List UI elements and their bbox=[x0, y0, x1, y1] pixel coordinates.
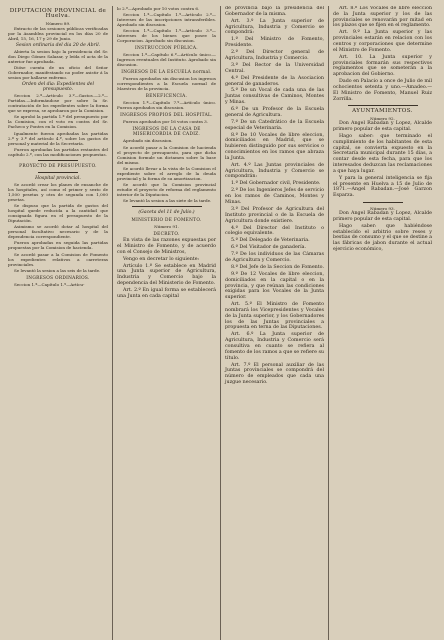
paragraph: Art. 9.º La Junta superior y las provinciales estarán en relacion con los centros y corporaciones que determine el Ministro de Fomento. bbox=[333, 30, 432, 53]
paragraph: 9.º De 12 Vocales de libre eleccion, domiciliados en la capital o en la provincia, y que reúnan las condiciones exigidas para los Vocales de la Junta superior. bbox=[225, 272, 324, 301]
paragraph: lo 2.º—Aprobado por 10 votos contra 6. bbox=[117, 6, 200, 11]
paragraph: 1.º Del Gobernador civil, Presidente. bbox=[231, 181, 321, 187]
column-4 bbox=[328, 6, 436, 640]
paragraph: Se acordó crear los planes de ensanche de los hospitales, así como el primer y sexto de 1,500 pesetas y otra de segunda con 1,000 pesetas. bbox=[8, 181, 108, 202]
item-number: Número 92. bbox=[370, 116, 395, 122]
paragraph: Se aprobó la partida 1.ª del presupuesto por la Comision, con el voto en contra del Sr. Pacheco y Pontes en la Comision. bbox=[8, 114, 108, 130]
paragraph: 4.º Del Director del Instituto o colegio equivalente. bbox=[225, 225, 324, 237]
diputacion-title: DIPUTACION PROVINCIAL de Huelva. bbox=[9, 8, 107, 19]
divider bbox=[38, 172, 78, 173]
paragraph: Art. 4.º Las Juntas provinciales de Agricultura, Industria y Comercio se compondrán: bbox=[225, 162, 324, 180]
paragraph: Hago saber: que habiéndose establecido el arbitrio sobre reses y bestias de consumo y el que se destine a las fábricas de jabon durante el actual ejercicio económico, bbox=[333, 223, 432, 253]
paragraph: 3.º Del Rector de la Universidad Central. bbox=[225, 62, 324, 74]
paragraph: 5.º De un Vocal de cada una de las Juntas consultivas de Caminos, Montes y Minas. bbox=[225, 88, 324, 106]
paragraph: Fueron aprobadas las partidas restantes del capítulo 2.º, con las modificaciones propuestas. bbox=[8, 146, 108, 157]
mayor-heading: Don Angel Rabadan y Lopez, Alcalde primero popular de esta capital. bbox=[333, 211, 432, 222]
paragraph: Art. 5.º El Ministro de Fomento nombrará los Vicepresidentes y Vocales de la Junta superior, y los Gobernadores los de las Juntas provinciales a propuesta en terna de las Diputaciones. bbox=[225, 302, 324, 331]
hospital-heading: Hospital provincial. bbox=[35, 175, 81, 181]
paragraph: Dióse cuenta de un oficio del Señor Gobernador, manifestando no poder asistir á la sesion por hallarse enfermo. bbox=[8, 65, 108, 81]
paragraph: Se acordó llevar a la vista de la Comision el expediente sobre el arreglo de la deuda provincial y la forma de su amortizacion. bbox=[117, 165, 216, 181]
paragraph: Seccion 2.ª—Artículo 3.º—Gastos.—2.º—Partidas.—Informándose por sobre la Sr. contratación de los expedientes sobre la forma que se expresa, se aprobaron por la Comision. bbox=[8, 93, 108, 114]
paragraph: Art. 6.º La Junta superior de Agricultura, Industria y Comercio será consultiva en cuanto se refiera al fomento de los ramos a que se refiere su título. bbox=[225, 332, 325, 361]
column-2 bbox=[112, 6, 220, 640]
item-number: Número 89. bbox=[45, 21, 71, 26]
paragraph: Vengo en decretar lo siguiente: bbox=[123, 256, 200, 262]
paragraph: Seccion 1.ª—Capítulo 7.º—Artículo único. Fueron aprobados sin discusion. bbox=[117, 100, 216, 111]
paragraph: 7.º De los individuos de las Cámaras de Agricultura y Comercio. bbox=[225, 252, 324, 264]
paragraph: 8.º De 10 Vocales de libre eleccion, domiciliados en Madrid, que se hubieren distinguido por sus servicios o conocimientos en los ramos que abraza la Junta. bbox=[225, 132, 324, 161]
paragraph: Art. 10. La Junta superior y provinciales formarán sus respectivos reglamentos que se someterán a la aprobacion del Gobierno. bbox=[333, 54, 432, 78]
paragraph: 2.º De los Ingenieros Jefes de servicio en los ramos de Caminos, Montes y Minas. bbox=[225, 188, 324, 205]
paragraph: Art. 2.º En igual forma se establecerá una Junta en cada capital bbox=[117, 288, 216, 299]
paragraph: 6.º De un Profesor de la Escuela general de Agricultura. bbox=[225, 107, 324, 118]
paragraph: Se levantó la sesion a las seis de la tarde. bbox=[14, 267, 101, 273]
session-heading: Sesion ordinaria del dia 20 de Abril. bbox=[15, 43, 101, 48]
paragraph: Se acordó pasar a la Comision de Fomento los expedientes relativos a carreteras provinciales. bbox=[8, 251, 108, 267]
charity-heading: BENEFICENCIA. bbox=[145, 94, 188, 100]
column-3 bbox=[220, 6, 328, 640]
school-heading: INGRESOS DE LA ESCUELA normal. bbox=[121, 70, 212, 76]
paragraph: 3.º Del Profesor de Agricultura del Instituto provincial o de la Escuela de Agricultura donde existiere. bbox=[225, 206, 324, 224]
paragraph: 6.º Del Visitador de ganadería. bbox=[231, 245, 307, 251]
order-heading: Orden del dia: Expedientes del presupuesto. bbox=[22, 82, 94, 93]
paragraph: Se dispuso que la partida de gastos del hospital quede reducida a la cantidad que consignada figura en el presupuesto de la Diputación. bbox=[8, 202, 108, 223]
hospital-income-heading: INGRESOS PROPIOS DEL HOSPITAL. bbox=[120, 113, 213, 119]
budget-heading: PROYECTO DE PRESUPUESTO. bbox=[19, 163, 97, 169]
paragraph: 5.º Del Delegado de Veterinaria. bbox=[231, 238, 310, 244]
paragraph: 1.º Del Ministro de Fomento, Presidente. bbox=[225, 37, 324, 49]
ayuntamientos-heading: AYUNTAMIENTOS. bbox=[352, 108, 413, 115]
paragraph: Seccion 1.ª—Capítulo 1.º—Artícu- bbox=[14, 281, 85, 287]
paragraph: Seccion 1.ª—Capítulo 6.º—Artículo único.—Ingresos eventuales del Instituto. Aprobado sin discusion. bbox=[117, 52, 216, 68]
divider bbox=[132, 206, 202, 207]
paragraph: Dado en Palacio a once de Julio de mil ochocientos setenta y uno.—Amadeo.—El Ministro de Fomento, Manuel Ruiz Zorrilla. bbox=[333, 79, 432, 102]
paragraph: Abierta la sesion bajo la presidencia del Sr. don Diego Gómez Salazar, y leída el acta de la anterior fue aprobada. bbox=[8, 49, 108, 64]
paragraph: Asimismo se acordó dotar al hospital del personal facultativo necesario y de la dependencia correspondiente. bbox=[8, 224, 108, 240]
paragraph: Art. 8.º Los Vocales de libre eleccion de la Junta superior y los de las provinciales se renovarán por mitad en los plazos que se fijen en el reglamento. bbox=[333, 6, 432, 29]
ordinary-income-heading: INGRESOS ORDINARIOS. bbox=[26, 275, 90, 281]
misericordia-heading: INGRESOS DE LA CASA DE MISERICORDIA DE CADIZ. bbox=[132, 127, 201, 138]
paragraph: de provincia bajo la presidencia del Gobernador de la misma. bbox=[225, 6, 324, 17]
paragraph: En vista de las razones expuestas por el Ministro de Fomento, y de acuerdo con el Consejo de Ministros, bbox=[117, 238, 216, 255]
paragraph: Aprobado sin discusion. bbox=[123, 138, 173, 144]
paragraph: Artículo 1.º Se establece en Madrid una Junta superior de Agricultura, Industria y Comercio bajo la dependencia del Ministerio de Fomento. bbox=[117, 263, 216, 287]
paragraph: 8.º Del Jefe de la Seccion de Fomento. bbox=[231, 265, 325, 271]
paragraph: Fueron aprobados sin discusion los ingresos correspondientes a la Escuela normal de Maestros de la provincia. bbox=[117, 76, 216, 92]
decree-heading: DECRETO. bbox=[153, 232, 180, 238]
paragraph: Igualmente fueron aprobadas las partidas 2.ª y 3.ª del artículo 4.º, sobre los gastos de personal y material de la Secretaría. bbox=[8, 130, 108, 146]
paragraph: Seccion 1.ª—Capítulo 1.º—Artículo 3.º—Intereses de los bienes que posee la Corporacion. Aprobado sin discusion. bbox=[117, 28, 216, 44]
paragraph: 4.º Del Presidente de la Asociacion general de ganaderos. bbox=[225, 75, 324, 87]
paragraph: Fueron aprobados por 16 votos contra 3. bbox=[123, 119, 209, 125]
paragraph: Se acordó pasar a la Comision de hacienda el proyecto de presupuesto, para que dicha Comision formule un dictamen sobre la base del mismo. bbox=[117, 144, 216, 165]
divider bbox=[363, 202, 403, 203]
mayor-heading: Don Angel Rabadan y Lopez, Alcalde primero popular de esta capital. bbox=[333, 121, 432, 133]
column-1 bbox=[4, 6, 112, 640]
paragraph: 7.º De un Catedrático de la Escuela especial de Veterinaria. bbox=[225, 119, 324, 131]
paragraph: Se levantó la sesion a las siete de la tarde. bbox=[123, 198, 212, 204]
item-number: Número 91. bbox=[154, 224, 179, 230]
divider bbox=[38, 160, 78, 161]
paragraph: Y para la general inteligencia se fija el presente en Huelva a 15 de Julio de 1871.—Angel Rabadan.—José Garzon Esparza. bbox=[333, 175, 432, 199]
paragraph: Hago saber: que terminado el cumplimiento de los habitantes de esta capital, se convierta expuesto en la Secretaría municipal durante 15 días, a contar desde esta fecha, para que los interesados deduzcan las reclamaciones a que haya lugar. bbox=[333, 134, 432, 174]
paragraph: Art. 3.º La Junta superior de Agricultura, Industria y Comercio se compondrá: bbox=[225, 18, 324, 36]
instruction-heading: INSTRUCCION PÚBLICA. bbox=[135, 46, 198, 52]
intro-paragraph: Extracto de las sesiones públicas verificadas por la Asamblea provincial en los días 20 de Abril, 15, 16, 17 y 29 de Junio. bbox=[8, 26, 108, 41]
paragraph: Se acordó que la Comision provincial estudie el proyecto de reforma del reglamento interior de la Diputacion. bbox=[117, 181, 216, 197]
ministry-heading: MINISTERIO DE FOMENTO. bbox=[131, 218, 202, 224]
paragraph: 2.º Del Director general de Agricultura, Industria y Comercio. bbox=[225, 50, 324, 61]
paragraph: Fueron aprobadas en seguida las partidas propuestas por la Comision de hacienda. bbox=[8, 240, 108, 251]
paragraph: Art. 7.º El personal auxiliar de las Juntas provinciales se compondrá del número de empleados que cada una juzgue necesario. bbox=[225, 362, 324, 385]
paragraph: Seccion 1.ª—Capítulo 1.º—Artículo 2.º—Intereses de las inscripciones intransferibles. Aprobado sin discusion. bbox=[117, 12, 216, 28]
gazette-source: (Gaceta del 11 de Julio.) bbox=[138, 210, 195, 216]
divider bbox=[348, 105, 418, 106]
item-number: Número 93. bbox=[370, 206, 395, 212]
